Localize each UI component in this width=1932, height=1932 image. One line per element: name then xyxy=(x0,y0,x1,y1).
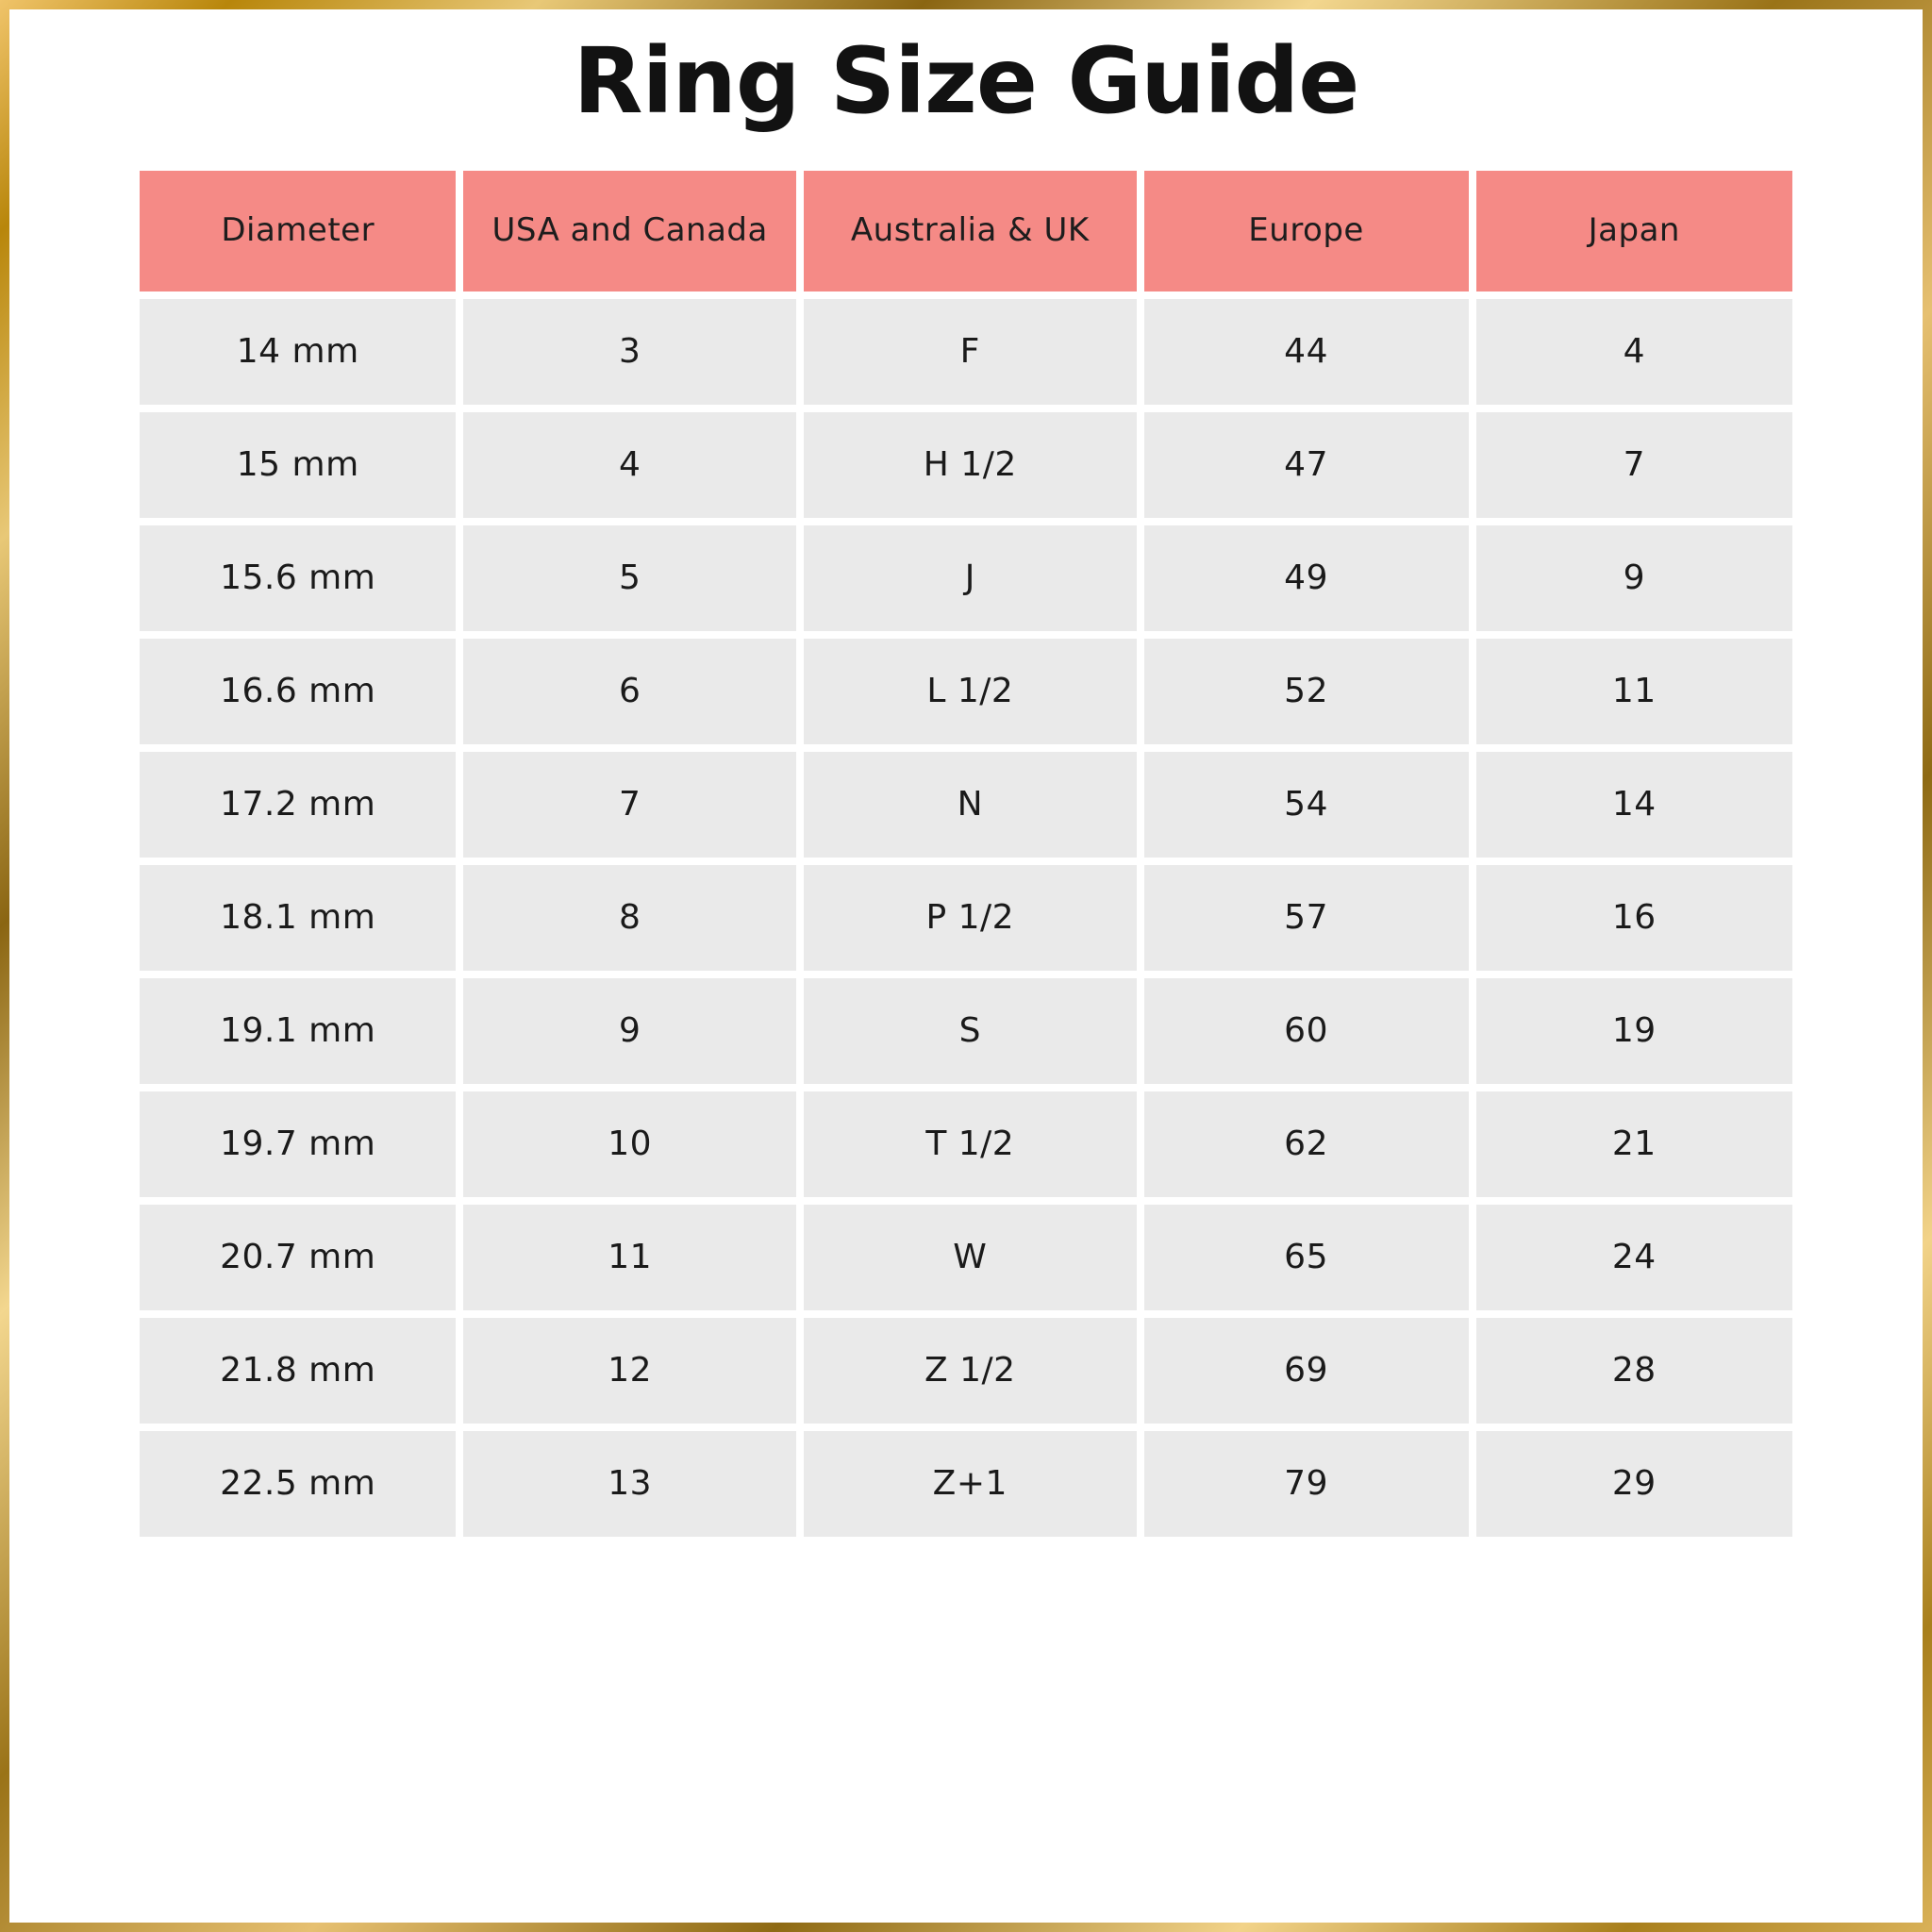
column-header-europe: Europe xyxy=(1144,171,1469,291)
cell-usa-canada: 13 xyxy=(463,1431,796,1537)
cell-japan: 7 xyxy=(1476,412,1792,518)
cell-usa-canada: 3 xyxy=(463,299,796,405)
cell-japan: 16 xyxy=(1476,865,1792,971)
cell-japan: 4 xyxy=(1476,299,1792,405)
column-header-usa-canada: USA and Canada xyxy=(463,171,796,291)
cell-japan: 19 xyxy=(1476,978,1792,1084)
ring-size-table-container xyxy=(132,163,1800,1544)
table-row xyxy=(140,412,1792,518)
table-row xyxy=(140,1091,1792,1197)
table-row xyxy=(140,752,1792,858)
table-row xyxy=(140,978,1792,1084)
cell-japan: 14 xyxy=(1476,752,1792,858)
cell-diameter: 17.2 mm xyxy=(140,752,456,858)
cell-australia-uk: W xyxy=(804,1205,1137,1310)
cell-australia-uk: Z+1 xyxy=(804,1431,1137,1537)
cell-usa-canada: 11 xyxy=(463,1205,796,1310)
cell-diameter: 16.6 mm xyxy=(140,639,456,744)
cell-diameter: 22.5 mm xyxy=(140,1431,456,1537)
cell-usa-canada: 6 xyxy=(463,639,796,744)
table-row xyxy=(140,1205,1792,1310)
cell-diameter: 20.7 mm xyxy=(140,1205,456,1310)
cell-europe: 79 xyxy=(1144,1431,1469,1537)
cell-usa-canada: 9 xyxy=(463,978,796,1084)
cell-australia-uk: J xyxy=(804,525,1137,631)
cell-usa-canada: 8 xyxy=(463,865,796,971)
cell-europe: 62 xyxy=(1144,1091,1469,1197)
cell-diameter: 14 mm xyxy=(140,299,456,405)
table-header xyxy=(140,171,1792,291)
cell-europe: 60 xyxy=(1144,978,1469,1084)
cell-diameter: 21.8 mm xyxy=(140,1318,456,1424)
cell-europe: 44 xyxy=(1144,299,1469,405)
cell-europe: 57 xyxy=(1144,865,1469,971)
cell-diameter: 19.1 mm xyxy=(140,978,456,1084)
table-row xyxy=(140,1318,1792,1424)
cell-diameter: 15 mm xyxy=(140,412,456,518)
cell-europe: 47 xyxy=(1144,412,1469,518)
column-header-japan: Japan xyxy=(1476,171,1792,291)
table-row xyxy=(140,865,1792,971)
cell-australia-uk: S xyxy=(804,978,1137,1084)
table-row xyxy=(140,639,1792,744)
cell-japan: 11 xyxy=(1476,639,1792,744)
cell-japan: 24 xyxy=(1476,1205,1792,1310)
cell-europe: 54 xyxy=(1144,752,1469,858)
ring-size-table xyxy=(132,163,1800,1544)
cell-usa-canada: 4 xyxy=(463,412,796,518)
page-title: Ring Size Guide xyxy=(573,28,1359,134)
cell-diameter: 18.1 mm xyxy=(140,865,456,971)
column-header-diameter: Diameter xyxy=(140,171,456,291)
page-content xyxy=(9,9,1923,1923)
cell-australia-uk: N xyxy=(804,752,1137,858)
column-header-australia-uk: Australia & UK xyxy=(804,171,1137,291)
table-row xyxy=(140,525,1792,631)
table-body xyxy=(140,299,1792,1537)
cell-japan: 9 xyxy=(1476,525,1792,631)
cell-australia-uk: P 1/2 xyxy=(804,865,1137,971)
cell-europe: 49 xyxy=(1144,525,1469,631)
cell-usa-canada: 12 xyxy=(463,1318,796,1424)
table-row xyxy=(140,299,1792,405)
cell-diameter: 15.6 mm xyxy=(140,525,456,631)
cell-japan: 28 xyxy=(1476,1318,1792,1424)
cell-australia-uk: T 1/2 xyxy=(804,1091,1137,1197)
cell-europe: 69 xyxy=(1144,1318,1469,1424)
cell-japan: 21 xyxy=(1476,1091,1792,1197)
cell-usa-canada: 5 xyxy=(463,525,796,631)
cell-europe: 65 xyxy=(1144,1205,1469,1310)
table-row xyxy=(140,1431,1792,1537)
cell-usa-canada: 7 xyxy=(463,752,796,858)
cell-australia-uk: Z 1/2 xyxy=(804,1318,1137,1424)
cell-diameter: 19.7 mm xyxy=(140,1091,456,1197)
cell-europe: 52 xyxy=(1144,639,1469,744)
cell-australia-uk: L 1/2 xyxy=(804,639,1137,744)
cell-usa-canada: 10 xyxy=(463,1091,796,1197)
table-header-row xyxy=(140,171,1792,291)
cell-australia-uk: H 1/2 xyxy=(804,412,1137,518)
cell-australia-uk: F xyxy=(804,299,1137,405)
cell-japan: 29 xyxy=(1476,1431,1792,1537)
